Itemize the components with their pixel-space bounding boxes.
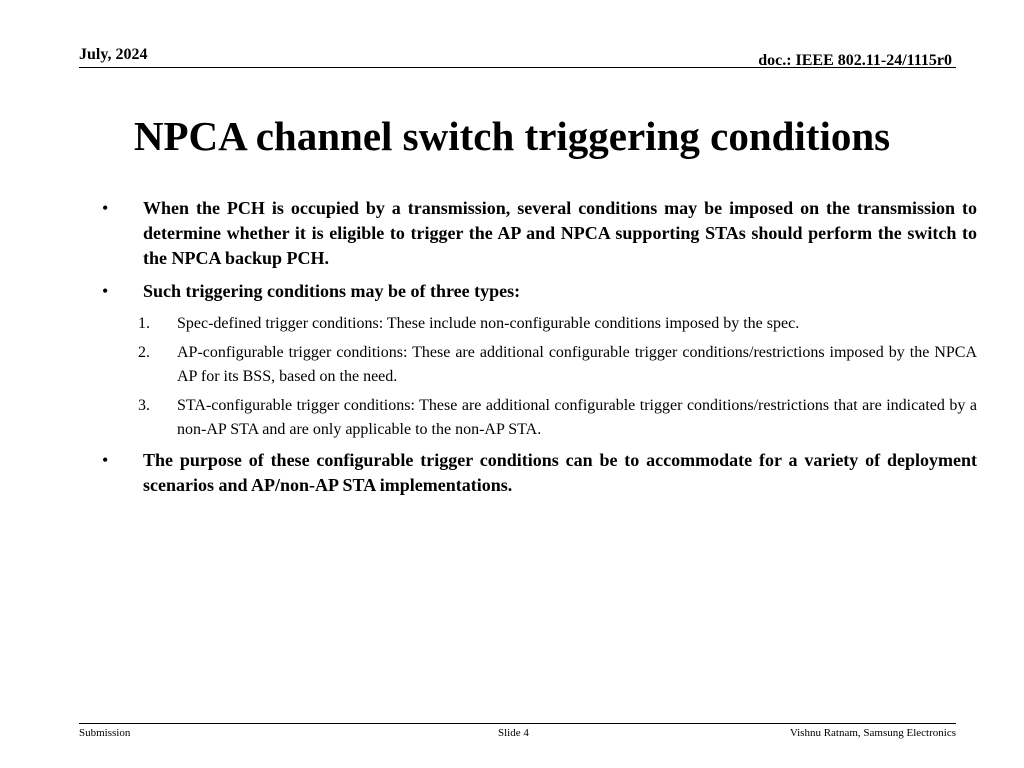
slide-title: NPCA channel switch triggering conditions [133,113,891,159]
bullet-item [100,196,977,271]
footer-slide-number: Slide 4 [498,727,529,739]
header-divider [79,67,956,68]
footer-submission: Submission [79,727,131,739]
bullet-text: Such triggering conditions may be of three types: [143,281,521,301]
bullet-item [100,279,977,304]
footer-divider [79,723,956,724]
item-number: 2. [138,344,150,361]
slide-content [100,196,977,506]
numbered-list [100,312,977,442]
item-number: 3. [138,397,150,414]
header-doc-id: doc.: IEEE 802.11-24/1115r0 [758,52,952,69]
bullet-item [100,448,977,498]
bullet-marker: • [102,281,109,301]
bullet-marker: • [102,450,109,470]
bullet-marker: • [102,198,109,218]
item-text: STA-configurable trigger conditions: These are additional configurable trigger conditions/restrictions that are indicated by a non-AP STA and are only applicable to the non-AP STA. [177,397,977,438]
footer-author: Vishnu Ratnam, Samsung Electronics [789,727,956,739]
numbered-item [100,341,977,389]
bullet-text: The purpose of these configurable trigger conditions can be to accommodate for a variety of deployment scenarios and AP/non-AP STA implementations. [143,450,977,495]
item-text: AP-configurable trigger conditions: These are additional configurable trigger conditions/restrictions imposed by the NPCA AP for its BSS, based on the need. [177,344,977,385]
item-number: 1. [138,315,150,332]
numbered-item [100,312,977,336]
bullet-text: When the PCH is occupied by a transmission, several conditions may be imposed on the transmission to determine whether it is eligible to trigger the AP and NPCA supporting STAs should perform the switch to the NPCA backup PCH. [143,198,977,268]
numbered-item [100,394,977,442]
header-date: July, 2024 [79,46,148,63]
item-text: Spec-defined trigger conditions: These include non-configurable conditions imposed by the spec. [177,315,800,332]
